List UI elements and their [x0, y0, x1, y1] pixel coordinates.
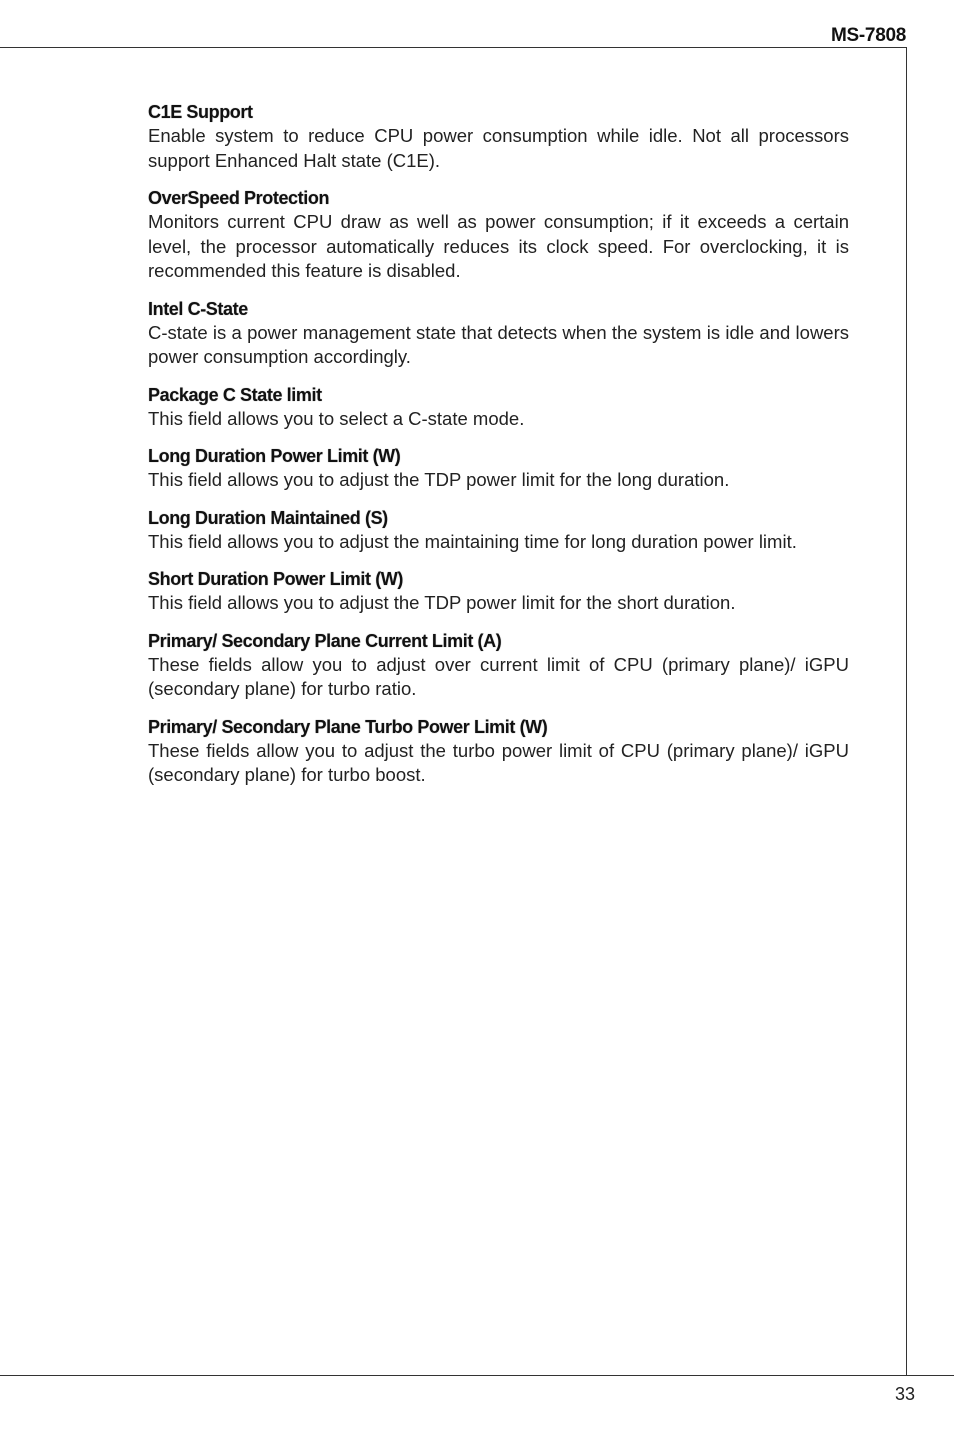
section-long-duration-power-limit — [148, 444, 849, 493]
section-title: Primary/ Secondary Plane Current Limit (A) — [148, 630, 502, 651]
right-margin-rule — [906, 47, 907, 1375]
section-title: Short Duration Power Limit (W) — [148, 569, 403, 589]
page-header-model: MS-7808 — [831, 25, 906, 46]
section-body: C-state is a power management state that detects when the system is idle and lowers power consumption accordingly. — [148, 321, 849, 367]
section-body: This field allows you to adjust the TDP power limit for the long duration. — [148, 469, 730, 490]
section-title: Long Duration Maintained (S) — [148, 507, 388, 528]
section-short-duration-power-limit — [148, 567, 849, 616]
section-overspeed-protection — [148, 186, 849, 284]
section-body: This field allows you to adjust the TDP power limit for the short duration. — [148, 592, 736, 613]
section-body: These fields allow you to adjust over current limit of CPU (primary plane)/ iGPU (secondary plane) for turbo ratio. — [148, 653, 849, 699]
footer-rule — [0, 1375, 954, 1376]
section-title: C1E Support — [148, 102, 253, 122]
section-package-c-state-limit — [148, 383, 849, 432]
section-title: Package C State limit — [148, 384, 322, 405]
section-body: These fields allow you to adjust the turbo power limit of CPU (primary plane)/ iGPU (secondary plane) for turbo boost. — [148, 739, 849, 785]
header-rule — [0, 47, 907, 48]
page-number: 33 — [895, 1384, 916, 1404]
section-body: Monitors current CPU draw as well as power consumption; if it exceeds a certain level, the processor automatically reduces its clock speed. For overclocking, it is recommended this feature is disabled. — [148, 211, 849, 281]
section-body: This field allows you to adjust the maintaining time for long duration power limit. — [148, 530, 797, 552]
page-content — [148, 100, 849, 801]
section-body: This field allows you to select a C-state mode. — [148, 407, 525, 429]
section-title: Intel C-State — [148, 298, 248, 319]
section-plane-current-limit — [148, 629, 849, 702]
section-long-duration-maintained — [148, 506, 849, 555]
section-title: Long Duration Power Limit (W) — [148, 446, 401, 466]
section-title: Primary/ Secondary Plane Turbo Power Limit (W) — [148, 716, 548, 737]
section-body: Enable system to reduce CPU power consumption while idle. Not all processors support Enhanced Halt state (C1E). — [148, 125, 849, 171]
section-title: OverSpeed Protection — [148, 188, 330, 208]
section-c1e-support — [148, 100, 849, 173]
section-intel-c-state — [148, 297, 849, 370]
section-plane-turbo-power-limit — [148, 715, 849, 788]
